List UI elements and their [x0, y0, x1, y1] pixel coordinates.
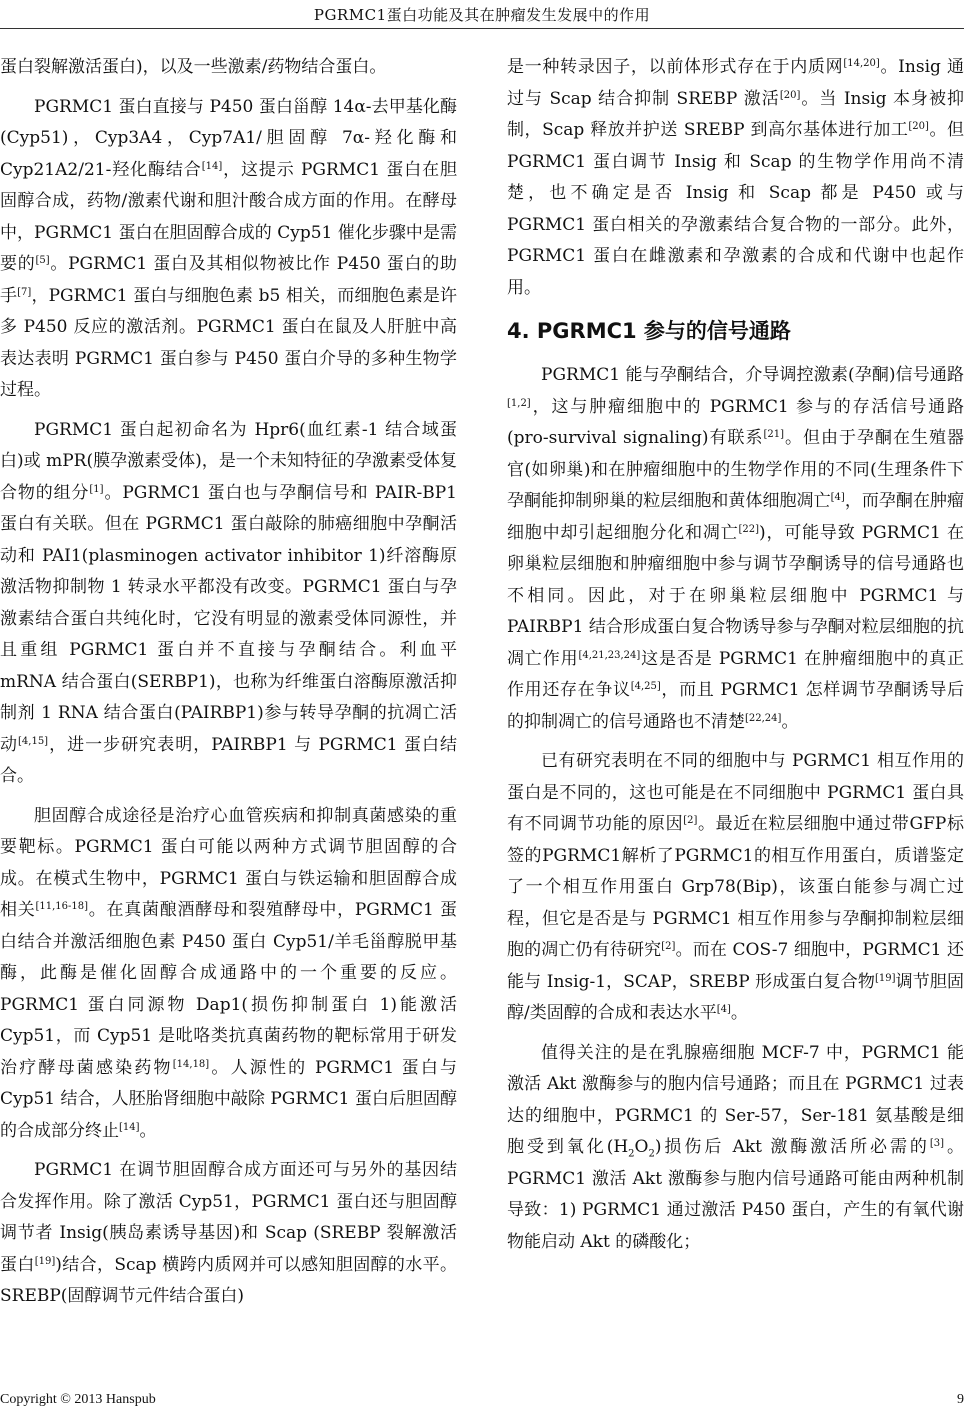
citation: [7] [17, 286, 32, 298]
header-divider [0, 28, 964, 29]
citation: [1] [89, 483, 104, 495]
paragraph: PGRMC1 能与孕酮结合，介导调控激素(孕酮)信号通路[1,2]，这与肿瘤细胞中的 PGRMC1 参与的存活信号通路(pro-survival signaling)有联系[21]。但由于孕酮在生殖器官(如卵巢)和在肿瘤细胞中的生物学作用的不同(生理条件下孕酮能抑制卵巢的粒层细胞和黄体细胞凋亡[4]，而孕酮在肿瘤细胞中却引起细胞分化和凋亡[22])，可能导致 PGRMC1 在卵巢粒层细胞和肿瘤细胞中参与调节孕酮诱导的信号通路也不相同。因此，对于在卵巢粒层细胞中 PGRMC1 与 PAIRBP1 结合形成蛋白复合物诱导参与孕酮对粒层细胞的抗凋亡作用[4,21,23,24]这是否是 PGRMC1 在肿瘤细胞中的真正作用还存在争议[4,25]，而且 PGRMC1 怎样调节孕酮诱导后的抑制凋亡的信号通路也不清楚[22,24]。 [507, 365, 964, 732]
citation: [4,21,23,24] [578, 649, 641, 661]
citation: [5] [35, 255, 50, 266]
left-column [0, 52, 457, 1321]
citation: [19] [875, 972, 896, 984]
citation: [3] [929, 1138, 945, 1149]
paragraph: 已有研究表明在不同的细胞中与 PGRMC1 相互作用的蛋白是不同的，这也可能是在不同细胞中 PGRMC1 蛋白具有不同调节功能的原因[2]。最近在粒层细胞中通过带GFP标签的PGRMC1解析了PGRMC1的相互作用蛋白，质谱鉴定了一个相互作用蛋白 Grp78(Bip)，该蛋白能参与凋亡过程，但它是否是与 PGRMC1 相互作用参与孕酮抑制粒层细胞的凋亡仍有待研究[2]。而在 COS-7 细胞中，PGRMC1 还能与 Insig-1，SCAP，SREBP 形成蛋白复合物[19]调节胆固醇/类固醇的合成和表达水平[4]。 [507, 751, 964, 1023]
citation: [22] [738, 523, 760, 535]
copyright-notice: Copyright © 2013 Hanspub [0, 1392, 156, 1407]
citation: [22,24] [745, 712, 782, 724]
subscript: 2 [648, 1148, 655, 1160]
citation: [4] [716, 1004, 731, 1015]
citation: [14,20] [843, 58, 880, 69]
paragraph: 蛋白裂解激活蛋白)，以及一些激素/药物结合蛋白。 [0, 57, 387, 77]
paragraph: PGRMC1 蛋白直接与 P450 蛋白甾醇 14α-去甲基化酶(Cyp51)，Cyp3A4，Cyp7A1/胆固醇 7α-羟化酶和 Cyp21A2/21-羟化酶结合[14]，这提示 PGRMC1 蛋白在胆固醇合成，药物/激素代谢和胆汁酸合成方面的作用。在酵母中，PGRMC1 蛋白在胆固醇合成的 Cyp51 催化步骤中是需要的[5]。PGRMC1 蛋白及其相似物被比作 P450 蛋白的助手[7]，PGRMC1 蛋白与细胞色素 b5 相关，而细胞色素是许多 P450 反应的激活剂。PGRMC1 蛋白在鼠及人肝脏中高表达表明 PGRMC1 蛋白参与 P450 蛋白介导的多种生物学过程。 [0, 96, 458, 400]
citation: [20] [908, 121, 929, 132]
citation: [4,25] [630, 681, 661, 692]
running-header: PGRMC1蛋白功能及其在肿瘤发生发展中的作用 [313, 6, 651, 24]
citation: [2] [661, 941, 676, 952]
citation: [21] [763, 429, 785, 440]
citation: [4,15] [18, 735, 49, 747]
paragraph: PGRMC1 蛋白起初命名为 Hpr6(血红素-1 结合域蛋白)或 mPR(膜孕激素受体)，是一个未知特征的孕激素受体复合物的组分[1]。PGRMC1 蛋白也与孕酮信号和 PAIR-BP1 蛋白有关联。但在 PGRMC1 蛋白敲除的肺癌细胞中孕酮活动和 PAI1(plasminogen activator inhibitor 1)纤溶酶原激活物抑制物 1 转录水平都没有改变。PGRMC1 蛋白与孕激素结合蛋白共纯化时，它没有明显的激素受体同源性，并且重组 PGRMC1 蛋白并不直接与孕酮结合。利血平 mRNA 结合蛋白(SERBP1)，也称为纤维蛋白溶酶原激活抑制剂 1 RNA 结合蛋白(PAIRBP1)参与转导孕酮的抗凋亡活动[4,15]，进一步研究表明，PAIRBP1 与 PGRMC1 蛋白结合。 [0, 419, 457, 786]
citation: [2] [683, 815, 698, 826]
citation: [19] [34, 1255, 56, 1267]
page-number: 9 [957, 1392, 964, 1407]
paragraph: 胆固醇合成途径是治疗心血管疾病和抑制真菌感染的重要靶标。PGRMC1 蛋白可能以两种方式调节胆固醇的合成。在模式生物中，PGRMC1 蛋白与铁运输和胆固醇合成相关[11,16-18]。在真菌酿酒酵母和裂殖酵母中，PGRMC1 蛋白结合并激活细胞色素 P450 蛋白 Cyp51/羊毛甾醇脱甲基酶，此酶是催化固醇合成通路中的一个重要的反应。PGRMC1 蛋白同源物 Dap1(损伤抑制蛋白 1)能激活 Cyp51，而 Cyp51 是吡咯类抗真菌药物的靶标常用于研发治疗酵母菌感染药物[14,18]。人源性的 PGRMC1 蛋白与 Cyp51 结合，人胚胎肾细胞中敲除 PGRMC1 蛋白后胆固醇的合成部分终止[14]。 [0, 805, 458, 1141]
section-heading: 4. PGRMC1 参与的信号通路 [507, 319, 791, 343]
citation: [14] [201, 160, 223, 172]
citation: [11,16-18] [35, 901, 89, 912]
subscript: 2 [628, 1148, 635, 1160]
citation: [14] [119, 1121, 140, 1133]
citation: [20] [779, 89, 801, 101]
citation: [1,2] [507, 397, 531, 409]
paragraph: 是一种转录因子，以前体形式存在于内质网[14,20]。Insig 通过与 Scap 结合抑制 SREBP 激活[20]。当 Insig 本身被抑制，Scap 释放并护送 SREBP 到高尔基体进行加工[20]。但 PGRMC1 蛋白调节 Insig 和 Scap 的生物学作用尚不清楚，也不确定是否 Insig 和 Scap 都是 P450 或与 PGRMC1 蛋白相关的孕激素结合复合物的一部分。此外，PGRMC1 蛋白在雌激素和孕激素的合成和代谢中也起作用。 [507, 57, 964, 298]
paragraph: PGRMC1 在调节胆固醇合成方面还可与另外的基因结合发挥作用。除了激活 Cyp51，PGRMC1 蛋白还与胆固醇调节者 Insig(胰岛素诱导基因)和 Scap (SREBP 裂解激活蛋白[19])结合，Scap 横跨内质网并可以感知胆固醇的水平。SREBP(固醇调节元件结合蛋白) [0, 1160, 457, 1306]
citation: [4] [830, 492, 845, 503]
paragraph: 值得关注的是在乳腺癌细胞 MCF-7 中，PGRMC1 能激活 Akt 激酶参与的胞内信号通路；而且在 PGRMC1 过表达的细胞中，PGRMC1 的 Ser-57，Ser-181 氨基酸是细胞受到氧化$(H_2O_2)$损伤后 Akt 激酶激活所必需的[3]。PGRMC1 激活 Akt 激酶参与胞内信号通路可能由两种机制导致：1) PGRMC1 通过激活 P450 蛋白，产生的有氧代谢物能启动 Akt 的磷酸化； [507, 1042, 964, 1252]
right-column [507, 52, 964, 1266]
citation: [14,18] [172, 1058, 210, 1070]
